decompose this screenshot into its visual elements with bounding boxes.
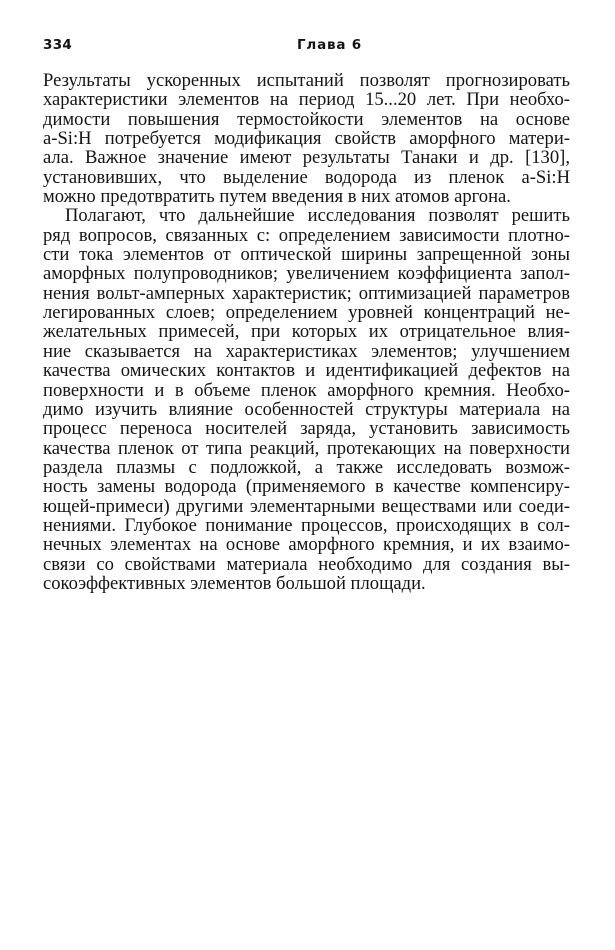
text-line: качества омических контактов и идентификацией дефектов на [43,360,570,382]
body-text [43,71,570,593]
text-line: связи со свойствами материала необходимо для создания вы- [43,553,570,575]
text-line: нечных элементах на основе аморфного кремния, и их взаимо- [43,534,570,556]
text-line: аморфных полупроводников; увеличением коэффициента запол- [43,263,570,285]
text-line: поверхности и в объеме пленок аморфного кремния. Необхо- [43,379,570,401]
text-line: димости повышения термостойкости элементов на основе [43,108,570,130]
text-line: характеристики элементов на период 15...20 лет. При необхо- [43,89,570,111]
text-line: нениями. Глубокое понимание процессов, происходящих в сол- [43,514,570,536]
paragraph-2 [43,206,570,593]
text-line: ряд вопросов, связанных с: определением зависимости плотно- [43,224,570,246]
text-line: Результаты ускоренных испытаний позволят прогнозировать [43,70,570,91]
text-line: Полагают, что дальнейшие исследования позволят решить [65,205,570,227]
text-line: a-Si:H потребуется модификация свойств аморфного матери- [43,128,570,150]
page-header [43,37,571,55]
text-line: димо изучить влияние особенностей структуры материала на [43,398,570,420]
text-line: сти тока элементов от оптической ширины запрещенной зоны [43,244,570,266]
text-line: желательных примесей, при которых их отрицательное влия- [43,321,570,343]
text-line: ющей-примеси) другими элементарными веществами или соеди- [43,495,570,517]
running-head: Глава 6 [297,37,362,53]
text-line: можно предотвратить путем введения в них атомов аргона. [43,186,511,208]
page-number: 334 [43,37,73,53]
text-line: установивших, что выделение водорода из пленок a-Si:H [43,166,570,188]
text-line: качества пленок от типа реакций, протекающих на поверхности [43,437,570,459]
text-line: нения вольт-амперных характеристик; оптимизацией параметров [43,282,570,304]
text-line: сокоэффективных элементов большой площади. [43,572,426,594]
paragraph-1 [43,71,570,206]
text-line: ние сказывается на характеристиках элементов; улучшением [43,340,570,362]
text-line: легированных слоев; определением уровней концентраций не- [43,302,570,324]
text-line: ала. Важное значение имеют результаты Танаки и др. [130], [43,147,570,169]
text-line: раздела плазмы с подложкой, а также исследовать возмож- [43,456,570,478]
text-line: ность замены водорода (применяемого в качестве компенсиру- [43,476,570,498]
text-line: процесс переноса носителей заряда, установить зависимость [43,418,570,440]
